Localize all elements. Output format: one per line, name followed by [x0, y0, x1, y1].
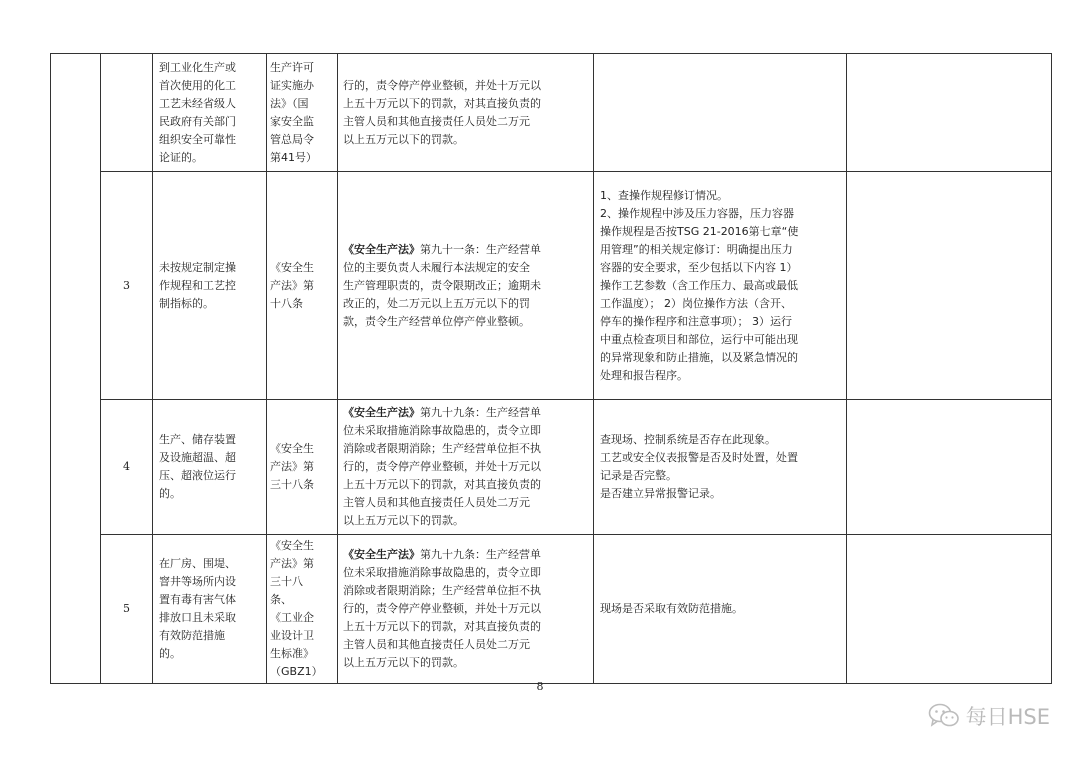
text-line: 业设计卫 [270, 629, 314, 642]
text-line: 法》（国 [270, 96, 309, 110]
text-line: 位未采取措施消除事故隐患的，责令立即 [343, 424, 541, 437]
table-row [51, 172, 1052, 400]
remarks-cell [847, 54, 1052, 172]
text-line: 第九十一条：生产经营单 [420, 242, 541, 256]
text-line: 款，责令生产经营单位停产停业整顿。 [343, 314, 530, 328]
text-line: 中重点检查项目和部位，运行中可能出现 [600, 332, 798, 346]
text-line: 主管人员和其他直接责任人员处二万元 [343, 638, 530, 651]
group-cell [51, 54, 101, 684]
remarks-cell [847, 172, 1052, 400]
text-line: 生产管理职责的，责令限期改正；逾期未 [343, 278, 541, 292]
row-index [101, 54, 153, 172]
text-line: 《安全生 [270, 442, 314, 455]
hazard-description [153, 54, 267, 172]
hazard-description [153, 400, 267, 535]
watermark-text: 每日HSE [965, 705, 1050, 729]
text-line: 作规程和工艺控 [159, 278, 236, 292]
remarks-cell [847, 400, 1052, 535]
text-line: 置有毒有害气体 [159, 593, 236, 606]
law-name: 《安全生产法》 [343, 242, 420, 256]
text-line: 工艺或安全仪表报警是否及时处置，处置 [600, 451, 798, 464]
text-line: 三十八 [270, 575, 303, 588]
text-line: 操作工艺参数（含工作压力、最高或最低 [600, 278, 798, 292]
text-line: 未按规定制定操 [159, 260, 236, 274]
text-line: 1、查操作规程修订情况。 [600, 188, 728, 202]
check-method [594, 172, 847, 400]
penalty-clause [338, 172, 594, 400]
legal-basis [267, 535, 338, 684]
text-line: 2、操作规程中涉及压力容器，压力容器 [600, 206, 794, 220]
text-line: 的。 [159, 487, 181, 500]
text-line: 管总局令 [270, 132, 314, 146]
text-line: 行的，责令停产停业整顿，并处十万元以 [343, 460, 541, 473]
penalty-clause [338, 54, 594, 172]
text-line: 主管人员和其他直接责任人员处二万元 [343, 114, 530, 128]
text-line: 组织安全可靠性 [159, 132, 236, 146]
text-line: 停车的操作程序和注意事项）； 3）运行 [600, 314, 792, 328]
text-line: 三十八条 [270, 478, 314, 491]
text-line: 生标准》 [270, 647, 314, 660]
text-line: 生产、储存装置 [159, 433, 236, 446]
text-line: 产法》第 [270, 278, 314, 292]
check-method [594, 54, 847, 172]
text-line: 有效防范措施 [159, 629, 225, 642]
text-line: 第41号） [270, 150, 317, 164]
text-line: 用管理”的相关规定修订：明确提出压力 [600, 242, 793, 256]
text-line: 产法》第 [270, 557, 314, 570]
text-line: 排放口且未采取 [159, 611, 236, 624]
hazard-description [153, 172, 267, 400]
remarks-cell [847, 535, 1052, 684]
text-line: 第九十九条：生产经营单 [420, 548, 541, 561]
legal-basis [267, 400, 338, 535]
text-line: 以上五万元以下的罚款。 [343, 132, 464, 146]
text-line: 条、 [270, 593, 292, 606]
hazard-description [153, 535, 267, 684]
text-line: 上五十万元以下的罚款，对其直接负责的 [343, 620, 541, 633]
text-line: 上五十万元以下的罚款，对其直接负责的 [343, 96, 541, 110]
check-method [594, 400, 847, 535]
text-line: 在厂房、围堤、 [159, 557, 236, 570]
text-line: 行的，责令停产停业整顿，并处十万元以 [343, 78, 541, 92]
text-line: 民政府有关部门 [159, 114, 236, 128]
penalty-clause [338, 400, 594, 535]
text-line: 位的主要负责人未履行本法规定的安全 [343, 260, 530, 274]
text-line: 上五十万元以下的罚款，对其直接负责的 [343, 478, 541, 491]
legal-basis [267, 54, 338, 172]
text-line: 是否建立异常报警记录。 [600, 487, 721, 500]
text-line: 生产许可 [270, 60, 314, 74]
text-line: 论证的。 [159, 150, 203, 164]
text-line: 处理和报告程序。 [600, 368, 688, 382]
text-line: 证实施办 [270, 78, 314, 92]
text-line: 记录是否完整。 [600, 469, 677, 482]
text-line: 位未采取措施消除事故隐患的，责令立即 [343, 566, 541, 579]
text-line: 窨井等场所内设 [159, 575, 236, 588]
watermark [928, 702, 1050, 730]
row-index: 3 [101, 172, 153, 400]
wechat-icon [928, 703, 960, 729]
text-line: 《工业企 [270, 611, 314, 624]
text-line: 现场是否采取有效防范措施。 [600, 602, 743, 615]
text-line: 操作规程是否按TSG 21-2016第七章“使 [600, 224, 799, 238]
text-line: 主管人员和其他直接责任人员处二万元 [343, 496, 530, 509]
text-line: 容器的安全要求，至少包括以下内容 1） [600, 260, 798, 274]
text-line: 以上五万元以下的罚款。 [343, 514, 464, 527]
text-line: 《安全生 [270, 539, 314, 552]
text-line: 压、超液位运行 [159, 469, 236, 482]
law-name: 《安全生产法》 [343, 406, 420, 419]
table-row [51, 535, 1052, 684]
text-line: 查现场、控制系统是否存在此现象。 [600, 433, 776, 446]
text-line: 到工业化生产或 [159, 60, 236, 74]
text-line: 制指标的。 [159, 296, 214, 310]
text-line: 首次使用的化工 [159, 78, 236, 92]
table-row [51, 400, 1052, 535]
text-line: 家安全监 [270, 114, 314, 128]
penalty-clause [338, 535, 594, 684]
hazard-table [50, 53, 1052, 684]
text-line: 的。 [159, 647, 181, 660]
text-line: 十八条 [270, 296, 303, 310]
text-line: 以上五万元以下的罚款。 [343, 656, 464, 669]
text-line: 行的，责令停产停业整顿，并处十万元以 [343, 602, 541, 615]
text-line: 产法》第 [270, 460, 314, 473]
text-line: 消除或者限期消除；生产经营单位拒不执 [343, 584, 541, 597]
text-line: 第九十九条：生产经营单 [420, 406, 541, 419]
check-method [594, 535, 847, 684]
text-line: 的异常现象和防止措施，以及紧急情况的 [600, 350, 798, 364]
row-index: 5 [101, 535, 153, 684]
text-line: 消除或者限期消除；生产经营单位拒不执 [343, 442, 541, 455]
text-line: 《安全生 [270, 260, 314, 274]
table-row [51, 54, 1052, 172]
row-index: 4 [101, 400, 153, 535]
text-line: 工艺未经省级人 [159, 96, 236, 110]
page-number: 8 [536, 680, 544, 693]
text-line: 及设施超温、超 [159, 451, 236, 464]
text-line: 改正的，处二万元以上五万元以下的罚 [343, 296, 530, 310]
legal-basis [267, 172, 338, 400]
text-line: 工作温度）； 2）岗位操作方法（含开、 [600, 296, 792, 310]
law-name: 《安全生产法》 [343, 548, 420, 561]
text-line: （GBZ1） [270, 665, 323, 678]
